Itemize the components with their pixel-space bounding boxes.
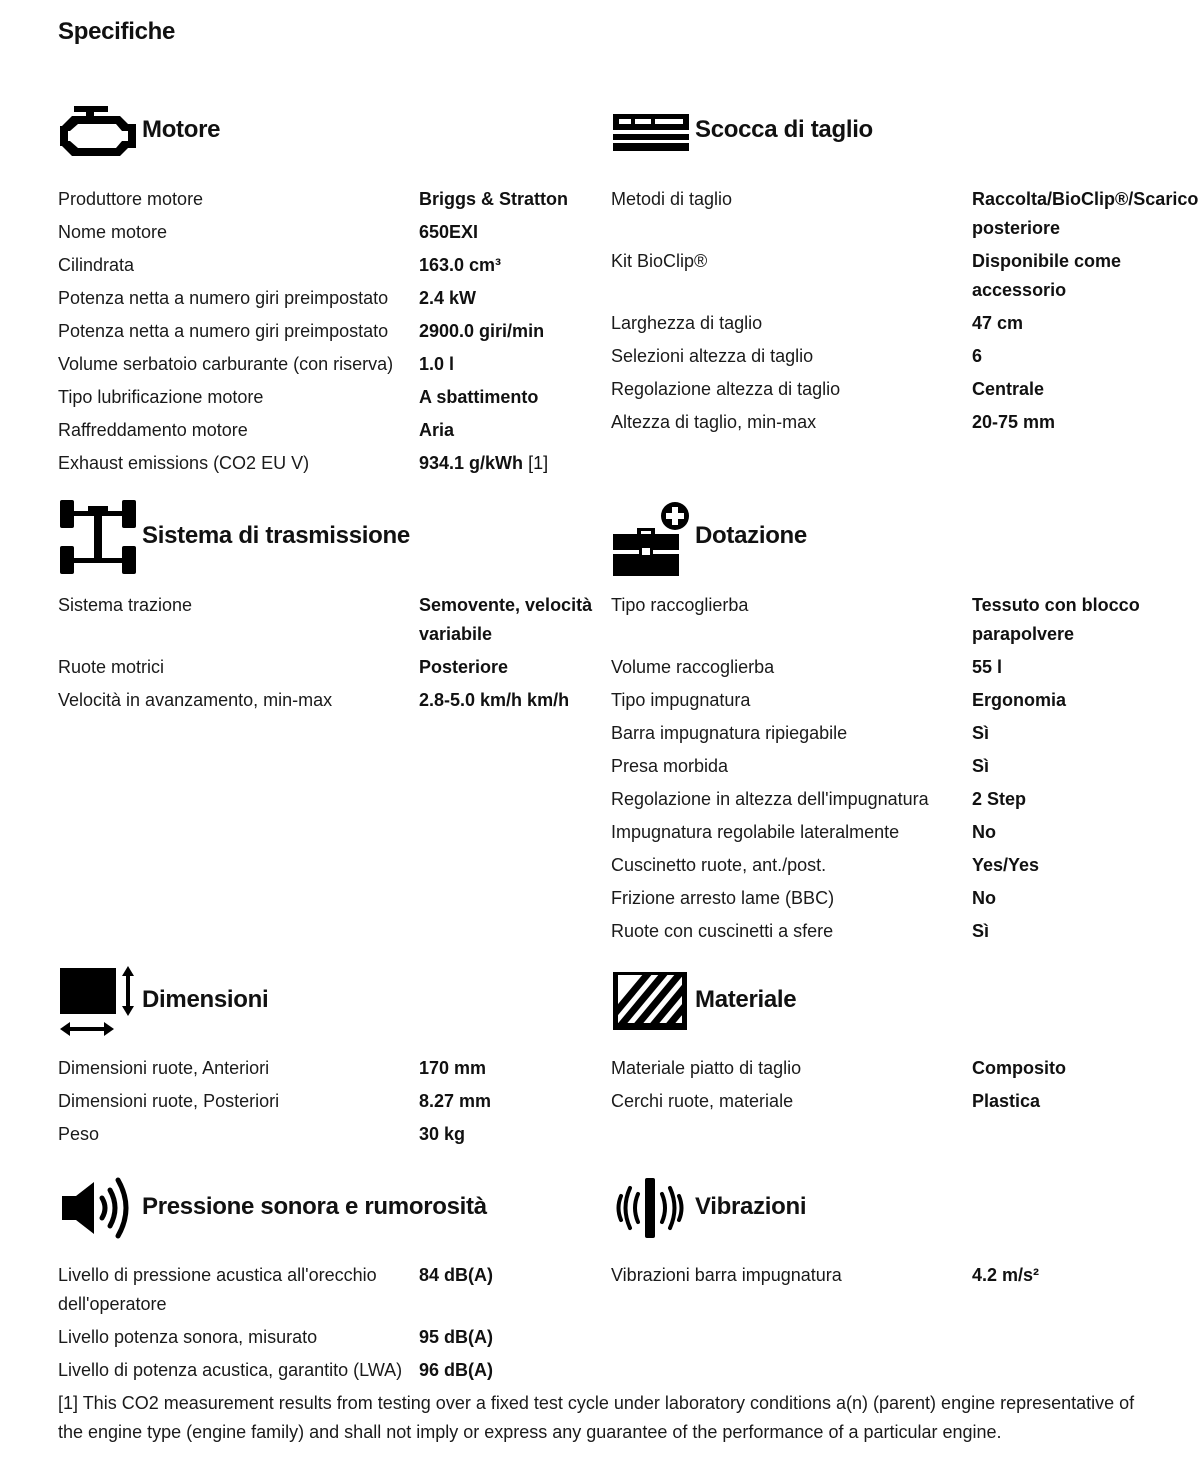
speaker-icon <box>58 1174 138 1242</box>
spec-row <box>611 247 1144 305</box>
spec-label: Altezza di taglio, min-max <box>611 412 817 432</box>
spec-label: Materiale piatto di taglio <box>611 1058 802 1078</box>
spec-row <box>58 317 598 346</box>
section-header <box>58 98 598 180</box>
cutting-deck-icon <box>611 112 691 152</box>
spec-row <box>611 1087 1144 1116</box>
spec-row <box>611 375 1144 404</box>
spec-label: Larghezza di taglio <box>611 313 763 333</box>
spec-value: 4.2 m/s² <box>972 1265 1040 1285</box>
section-vibrazioni <box>611 1170 1144 1285</box>
footnote: [1] This CO2 measurement results from testing over a fixed test cycle under laboratory conditions a(n) (parent) engine representative of the engine type (engine family) and shall not imply or express any guarantee of the performance of a particular engine. <box>58 1393 1135 1442</box>
engine-icon <box>58 104 138 158</box>
spec-value: Ergonomia <box>972 690 1067 710</box>
spec-label: Frizione arresto lame (BBC) <box>611 888 835 908</box>
spec-label: Cilindrata <box>58 255 135 275</box>
spec-value: Sì <box>972 756 990 776</box>
spec-list <box>611 185 1199 441</box>
spec-value: Yes/Yes <box>972 855 1040 875</box>
section-header <box>611 98 1144 180</box>
spec-value: 170 mm <box>419 1058 487 1078</box>
section-header <box>58 962 598 1044</box>
section-header <box>611 962 1144 1044</box>
spec-label: Selezioni altezza di taglio <box>611 346 814 366</box>
spec-row <box>611 917 1144 946</box>
spec-list <box>58 1261 598 1389</box>
spec-value: Composito <box>972 1058 1066 1078</box>
spec-row <box>58 1356 598 1385</box>
spec-label: Velocità in avanzamento, min-max <box>58 690 333 710</box>
spec-row <box>611 408 1144 437</box>
spec-label: Dimensioni ruote, Posteriori <box>58 1091 280 1111</box>
spec-row <box>611 818 1144 847</box>
section-dimensioni <box>58 962 598 1144</box>
spec-label: Sistema trazione <box>58 595 193 615</box>
spec-value: Disponibile come accessorio <box>972 251 1122 300</box>
spec-label: Produttore motore <box>58 189 204 209</box>
spec-value: 55 l <box>972 657 1003 677</box>
spec-label: Raffreddamento motore <box>58 420 248 440</box>
spec-value: Posteriore <box>419 657 509 677</box>
spec-row <box>58 383 598 412</box>
spec-row <box>58 1087 598 1116</box>
spec-label: Tipo raccoglierba <box>611 595 749 615</box>
section-dotazione <box>611 498 1144 941</box>
spec-value: 2.8-5.0 km/h km/h <box>419 690 570 710</box>
spec-value: No <box>972 822 996 842</box>
spec-value: Plastica <box>972 1091 1041 1111</box>
spec-value: Centrale <box>972 379 1045 399</box>
section-title: Dotazione <box>695 522 807 549</box>
spec-value: 2 Step <box>972 789 1027 809</box>
spec-value: 84 dB(A) <box>419 1265 494 1285</box>
spec-label: Dimensioni ruote, Anteriori <box>58 1058 270 1078</box>
spec-value: 6 <box>972 346 983 366</box>
spec-label: Regolazione in altezza dell'impugnatura <box>611 789 929 809</box>
section-title: Vibrazioni <box>695 1193 807 1220</box>
spec-label: Presa morbida <box>611 756 729 776</box>
spec-label: Vibrazioni barra impugnatura <box>611 1265 842 1285</box>
spec-label: Exhaust emissions (CO2 EU V) <box>58 453 310 473</box>
spec-row <box>611 342 1144 371</box>
spec-row <box>611 309 1144 338</box>
toolbox-plus-icon <box>611 500 691 580</box>
spec-row <box>58 1323 598 1352</box>
spec-label: Barra impugnatura ripiegabile <box>611 723 848 743</box>
spec-row <box>611 686 1144 715</box>
spec-row <box>58 284 598 313</box>
section-sistema-di-trasmissione <box>58 498 598 710</box>
spec-row <box>58 449 598 478</box>
section-title: Dimensioni <box>142 986 269 1013</box>
spec-row <box>58 416 598 445</box>
spec-row <box>58 686 598 715</box>
spec-value: 163.0 cm³ <box>419 255 502 275</box>
spec-list <box>611 591 1144 950</box>
spec-value: A sbattimento <box>419 387 539 407</box>
spec-value: 8.27 mm <box>419 1091 492 1111</box>
spec-list <box>611 1054 1144 1120</box>
spec-row <box>611 1261 1144 1290</box>
spec-label: Ruote con cuscinetti a sfere <box>611 921 834 941</box>
spec-row <box>58 251 598 280</box>
spec-label: Livello potenza sonora, misurato <box>58 1327 318 1347</box>
spec-label: Regolazione altezza di taglio <box>611 379 841 399</box>
spec-row <box>611 884 1144 913</box>
spec-label: Cerchi ruote, materiale <box>611 1091 794 1111</box>
spec-row <box>58 1261 598 1319</box>
section-title: Motore <box>142 116 221 143</box>
spec-value: 2.4 kW <box>419 288 477 308</box>
spec-value: Sì <box>972 921 990 941</box>
footnote-ref[interactable]: [1] <box>528 453 549 473</box>
spec-value: 30 kg <box>419 1124 466 1144</box>
spec-label: Livello di pressione acustica all'orecchio dell'operatore <box>58 1265 377 1314</box>
spec-list <box>58 185 598 482</box>
spec-value: 1.0 l <box>419 354 455 374</box>
spec-label: Volume raccoglierba <box>611 657 775 677</box>
spec-label: Volume serbatoio carburante (con riserva) <box>58 354 394 374</box>
spec-value: 650EXI <box>419 222 479 242</box>
section-title: Pressione sonora e rumorosità <box>142 1193 487 1220</box>
spec-value: 96 dB(A) <box>419 1360 494 1380</box>
section-header <box>611 1170 1144 1252</box>
spec-value <box>419 449 594 478</box>
section-title: Materiale <box>695 986 797 1013</box>
section-pressione-sonora <box>58 1170 598 1380</box>
spec-value: Raccolta/BioClip®/Scarico posteriore <box>972 189 1199 238</box>
spec-value: Tessuto con blocco parapolvere <box>972 595 1140 644</box>
spec-value: 95 dB(A) <box>419 1327 494 1347</box>
spec-row <box>611 752 1144 781</box>
section-title: Sistema di trasmissione <box>142 522 410 549</box>
spec-row <box>611 719 1144 748</box>
spec-value: 47 cm <box>972 313 1024 333</box>
spec-row <box>58 1054 598 1083</box>
section-scocca-di-taglio <box>611 98 1199 432</box>
section-header <box>611 498 1144 580</box>
spec-row <box>58 350 598 379</box>
spec-label: Nome motore <box>58 222 168 242</box>
section-title: Scocca di taglio <box>695 116 873 143</box>
spec-row <box>58 591 598 649</box>
spec-list <box>58 591 598 719</box>
drivetrain-icon <box>58 498 138 578</box>
material-hatch-icon <box>611 970 691 1032</box>
spec-value: Aria <box>419 420 455 440</box>
spec-row <box>58 653 598 682</box>
spec-list <box>611 1261 1144 1294</box>
spec-value: Sì <box>972 723 990 743</box>
section-materiale <box>611 962 1144 1111</box>
spec-label: Potenza netta a numero giri preimpostato <box>58 288 389 308</box>
spec-value: Semovente, velocità variabile <box>419 595 593 644</box>
spec-value: 2900.0 giri/min <box>419 321 545 341</box>
spec-label: Tipo impugnatura <box>611 690 751 710</box>
spec-label: Metodi di taglio <box>611 189 733 209</box>
spec-label: Livello di potenza acustica, garantito (LWA) <box>58 1360 403 1380</box>
dimensions-icon <box>58 964 138 1040</box>
spec-value-text: 934.1 g/kWh <box>419 453 524 473</box>
spec-row <box>58 1120 598 1149</box>
spec-label: Peso <box>58 1124 100 1144</box>
spec-row <box>58 185 598 214</box>
vibration-icon <box>611 1176 691 1240</box>
spec-row <box>58 218 598 247</box>
spec-list <box>58 1054 598 1153</box>
spec-label: Ruote motrici <box>58 657 165 677</box>
spec-row <box>611 591 1144 649</box>
spec-label: Impugnatura regolabile lateralmente <box>611 822 900 842</box>
section-header <box>58 498 598 580</box>
spec-label: Tipo lubrificazione motore <box>58 387 264 407</box>
spec-value: 20-75 mm <box>972 412 1056 432</box>
spec-row <box>611 653 1144 682</box>
spec-label: Cuscinetto ruote, ant./post. <box>611 855 827 875</box>
spec-row <box>611 851 1144 880</box>
spec-value: No <box>972 888 996 908</box>
spec-label: Kit BioClip® <box>611 251 708 271</box>
section-motore <box>58 98 598 473</box>
spec-row <box>611 185 1199 243</box>
spec-row <box>611 1054 1144 1083</box>
spec-value: Briggs & Stratton <box>419 189 569 209</box>
spec-label: Potenza netta a numero giri preimpostato <box>58 321 389 341</box>
spec-row <box>611 785 1144 814</box>
section-header <box>58 1170 598 1252</box>
page-title: Specifiche <box>58 18 176 45</box>
